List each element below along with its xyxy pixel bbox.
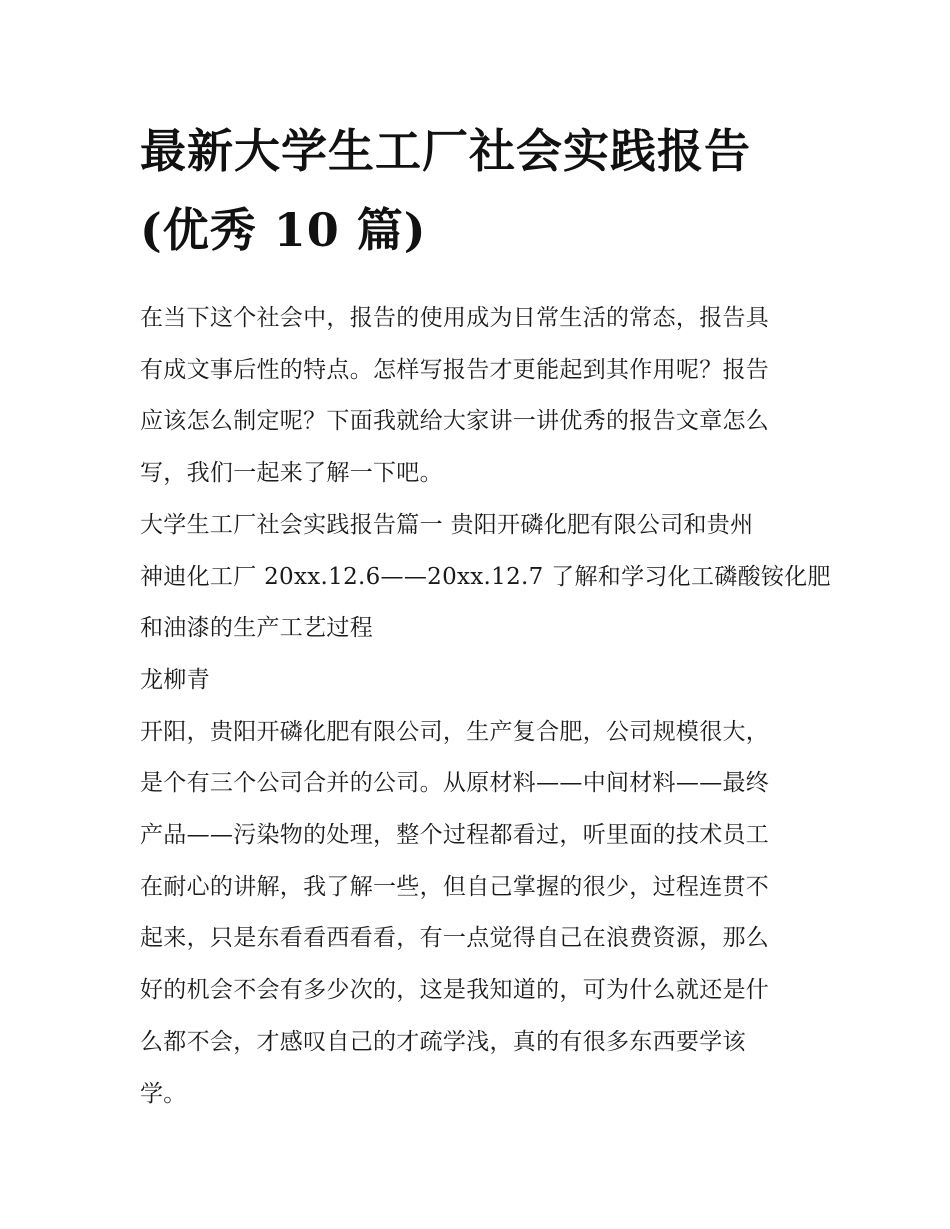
author-paragraph bbox=[140, 655, 812, 707]
text-line: 开阳，贵阳开磷化肥有限公司，生产复合肥，公司规模很大， bbox=[140, 718, 770, 745]
text-line: 么都不会，才感叹自己的才疏学浅，真的有很多东西要学该 bbox=[140, 1028, 746, 1055]
text-line: 在耐心的讲解，我了解一些，但自己掌握的很少，过程连贯不 bbox=[140, 873, 770, 900]
document-title bbox=[140, 112, 812, 270]
title-line: 最新大学生工厂社会实践报告 bbox=[140, 124, 751, 178]
text-line: 大学生工厂社会实践报告篇一 贵阳开磷化肥有限公司和贵州 bbox=[140, 511, 754, 538]
text-line: 起来，只是东看看西看看，有一点觉得自己在浪费资源，那么 bbox=[140, 925, 770, 952]
section-heading-paragraph bbox=[140, 500, 831, 655]
text-line: 有成文事后性的特点。怎样写报告才更能起到其作用呢？报告 bbox=[140, 356, 770, 383]
text-line: 产品——污染物的处理，整个过程都看过，听里面的技术员工 bbox=[140, 822, 770, 849]
text-line: 和油漆的生产工艺过程 bbox=[140, 615, 373, 642]
intro-paragraph bbox=[140, 293, 812, 500]
text-line: 好的机会不会有多少次的，这是我知道的，可为什么就还是什 bbox=[140, 977, 770, 1004]
text-line: 在当下这个社会中，报告的使用成为日常生活的常态，报告具 bbox=[140, 305, 770, 331]
document-page bbox=[140, 112, 831, 1120]
text-line: 是个有三个公司合并的公司。从原材料——中间材料——最终 bbox=[140, 770, 770, 797]
author-name: 龙柳青 bbox=[140, 666, 210, 693]
text-line: 应该怎么制定呢？下面我就给大家讲一讲优秀的报告文章怎么 bbox=[140, 408, 770, 435]
text-line: 神迪化工厂 20xx.12.6——20xx.12.7 了解和学习化工磷酸铵化肥 bbox=[140, 563, 831, 590]
text-line: 学。 bbox=[140, 1080, 187, 1107]
title-line: (优秀 10 篇) bbox=[140, 203, 427, 257]
text-line: 写，我们一起来了解一下吧。 bbox=[140, 460, 443, 487]
body-paragraph bbox=[140, 707, 812, 1121]
